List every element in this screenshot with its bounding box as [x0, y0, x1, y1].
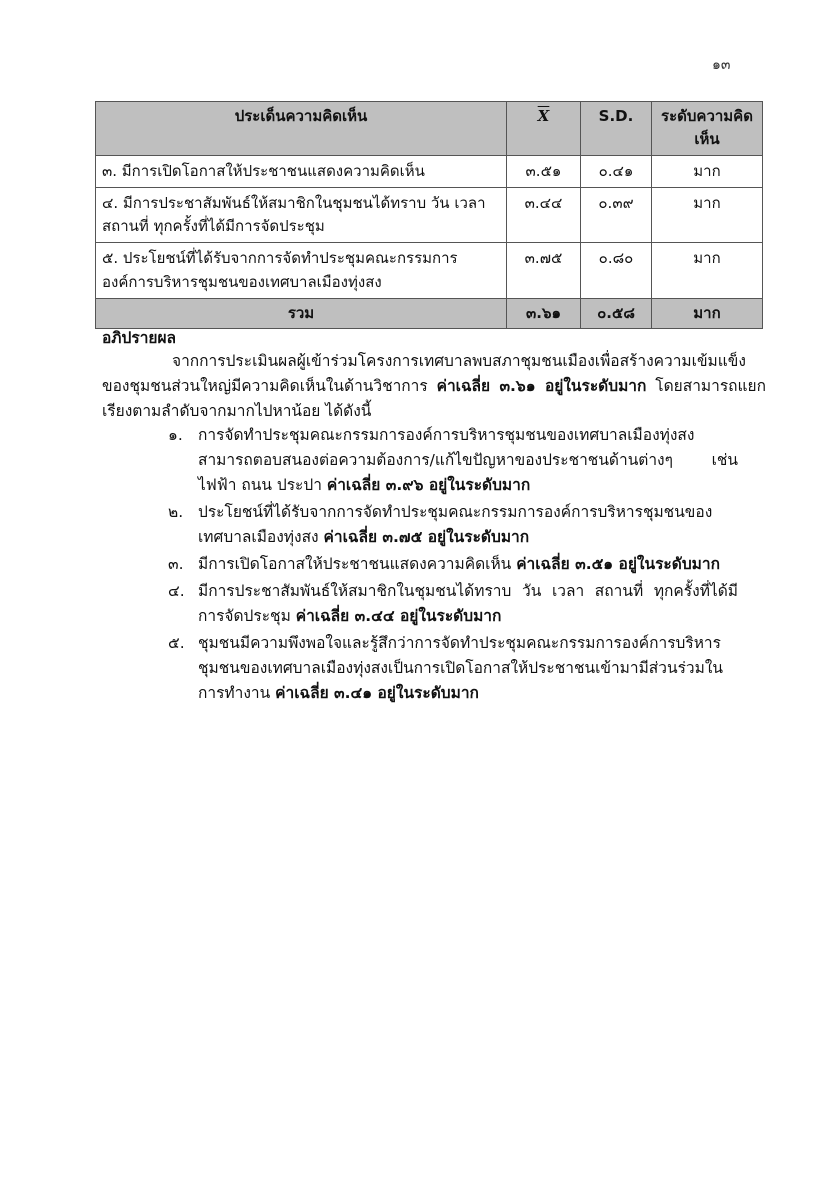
- table-header-row: [96, 102, 763, 156]
- item-highlight: ค่าเฉลี่ย ๓.๔๔ อยู่ในระดับมาก: [295, 607, 502, 625]
- list-item: [164, 500, 738, 550]
- header-mean: [507, 102, 581, 156]
- row-level: มาก: [652, 155, 763, 187]
- intro-text: จากการประเมินผลผู้เข้าร่วมโครงการเทศบาลพบสภาชุมชนเมืองเพื่อสร้างความเข้มแข็งของชุมชนส่วนใหญ่มีความคิดเห็นในด้านวิชาการ: [102, 352, 746, 395]
- row-mean: ๓.๕๑: [507, 155, 581, 187]
- page-number: ๑๓: [712, 57, 731, 73]
- total-mean: ๓.๖๑: [507, 298, 581, 328]
- intro-text-end: โดยสามารถแยกเรียงตามลำดับจากมากไปหาน้อย ได้ดังนี้: [102, 377, 766, 420]
- item-text: มีการประชาสัมพันธ์ให้สมาชิกในชุมชนได้ทราบ วัน เวลา สถานที่ ทุกครั้งที่ได้มีการจัดประชุม: [198, 582, 738, 625]
- item-number: ๒.: [168, 503, 184, 521]
- total-sd: ๐.๕๘: [581, 298, 652, 328]
- discussion-intro: [102, 349, 766, 424]
- row-mean: ๓.๔๔: [507, 187, 581, 243]
- row-level: มาก: [652, 243, 763, 299]
- item-text: ประโยชน์ที่ได้รับจากการจัดทำประชุมคณะกรรมการองค์การบริหารชุมชนของเทศบาลเมืองทุ่งสง: [198, 503, 713, 546]
- row-issue: ๓. มีการเปิดโอกาสให้ประชาชนแสดงความคิดเห็น: [96, 155, 507, 187]
- table-row: [96, 187, 763, 243]
- mean-symbol: $\overline{X}$: [537, 107, 550, 125]
- row-sd: ๐.๔๑: [581, 155, 652, 187]
- row-sd: ๐.๘๐: [581, 243, 652, 299]
- findings-list: [164, 423, 738, 708]
- header-sd: S.D.: [581, 102, 652, 156]
- intro-highlight: ค่าเฉลี่ย ๓.๖๑ อยู่ในระดับมาก: [436, 377, 647, 395]
- table-row: [96, 155, 763, 187]
- total-label: รวม: [96, 298, 507, 328]
- opinion-table: [95, 101, 763, 329]
- item-text: การจัดทำประชุมคณะกรรมการองค์การบริหารชุมชนของเทศบาลเมืองทุ่งสง สามารถตอบสนองต่อความต้องการ/แก้ไขปัญหาของประชาชนด้านต่างๆ เช่น ไฟฟ้า ถนน ประปา: [198, 426, 738, 494]
- row-issue: ๕. ประโยชน์ที่ได้รับจากการจัดทำประชุมคณะกรรมการองค์การบริหารชุมชนของเทศบาลเมืองทุ่งสง: [96, 243, 507, 299]
- item-text: มีการเปิดโอกาสให้ประชาชนแสดงความคิดเห็น: [198, 555, 517, 573]
- list-item: [164, 631, 738, 706]
- discussion-heading: อภิปรายผล: [102, 329, 177, 347]
- item-number: ๑.: [168, 426, 183, 444]
- header-issue: ประเด็นความคิดเห็น: [96, 102, 507, 156]
- row-sd: ๐.๓๙: [581, 187, 652, 243]
- row-issue: ๔. มีการประชาสัมพันธ์ให้สมาชิกในชุมชนได้ทราบ วัน เวลา สถานที่ ทุกครั้งที่ได้มีการจัดประชุม: [96, 187, 507, 243]
- table-total-row: [96, 298, 763, 328]
- item-highlight: ค่าเฉลี่ย ๓.๗๕ อยู่ในระดับมาก: [323, 528, 530, 546]
- header-level: ระดับความคิดเห็น: [652, 102, 763, 156]
- table-row: [96, 243, 763, 299]
- item-highlight: ค่าเฉลี่ย ๓.๙๖ อยู่ในระดับมาก: [326, 476, 531, 494]
- list-item: [164, 423, 738, 498]
- item-highlight: ค่าเฉลี่ย ๓.๔๑ อยู่ในระดับมาก: [275, 684, 479, 702]
- item-highlight: ค่าเฉลี่ย ๓.๕๑ อยู่ในระดับมาก: [516, 555, 720, 573]
- list-item: [164, 552, 738, 577]
- item-number: ๓.: [168, 555, 184, 573]
- row-mean: ๓.๗๕: [507, 243, 581, 299]
- item-text: ชุมชนมีความพึงพอใจและรู้สึกว่าการจัดทำประชุมคณะกรรมการองค์การบริหารชุมชนของเทศบาลเมืองทุ่งสงเป็นการเปิดโอกาสให้ประชาชนเข้ามามีส่วนร่วมในการทำงาน: [198, 634, 723, 702]
- total-level: มาก: [652, 298, 763, 328]
- item-number: ๕.: [168, 634, 185, 652]
- item-number: ๔.: [168, 582, 185, 600]
- list-item: [164, 579, 738, 629]
- row-level: มาก: [652, 187, 763, 243]
